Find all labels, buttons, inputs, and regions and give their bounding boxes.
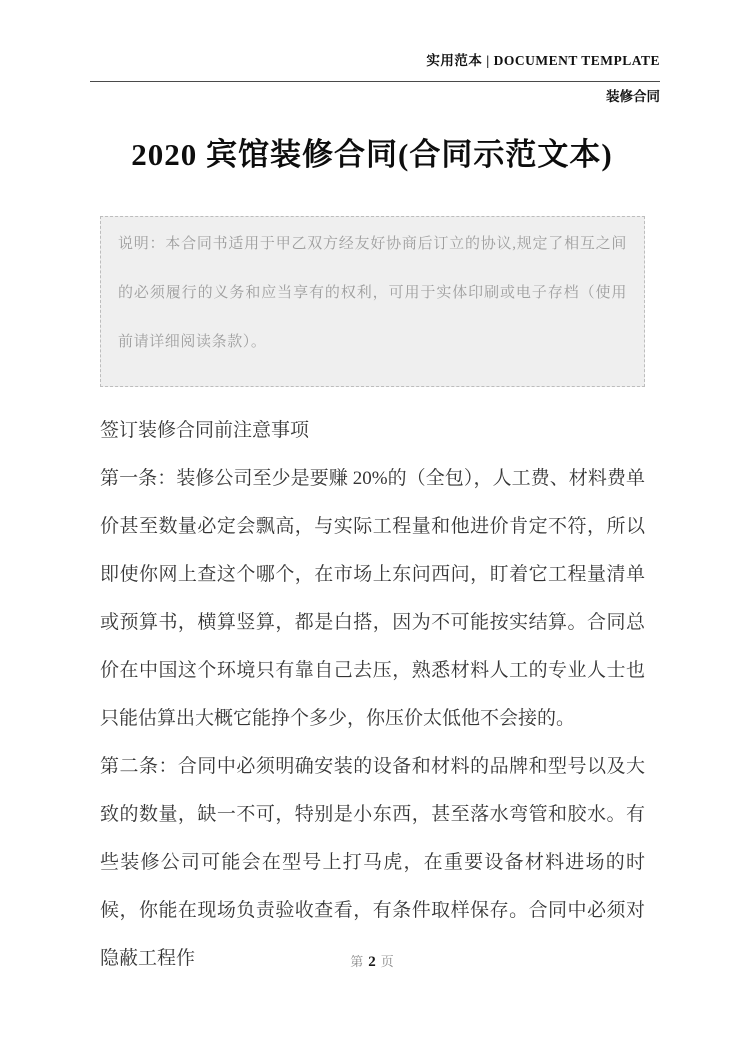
document-body: [100, 407, 645, 983]
footer-page-number: 2: [368, 954, 376, 970]
notice-text: 说明：本合同书适用于甲乙双方经友好协商后订立的协议,规定了相互之间的必须履行的义务和应当享有的权利，可用于实体印刷或电子存档（使用前请详细阅读条款）。: [118, 236, 627, 350]
body-paragraph-heading: 签订装修合同前注意事项: [100, 420, 310, 441]
body-paragraph-clause-1: 第一条：装修公司至少是要赚 20%的（全包），人工费、材料费单价甚至数量必定会飘高，与实际工程量和他进价肯定不符，所以即使你网上查这个哪个，在市场上东问西问，盯着它工程量清单或预算书，横算竖算，都是白搭，因为不可能按实结算。合同总价在中国这个环境只有靠自己去压，熟悉材料人工的专业人士也只能估算出大概它能挣个多少，你压价太低他不会接的。: [100, 468, 645, 729]
header-divider: [90, 81, 660, 82]
page-footer: [0, 952, 744, 972]
page-header: [90, 52, 660, 106]
header-brand-text: 实用范本 | DOCUMENT TEMPLATE: [426, 53, 660, 68]
footer-page-prefix: 第: [350, 954, 364, 969]
notice-box: [100, 216, 645, 387]
footer-page-suffix: 页: [380, 954, 394, 969]
body-paragraph-clause-2: 第二条：合同中必须明确安装的设备和材料的品牌和型号以及大致的数量，缺一不可，特别是小东西，甚至落水弯管和胶水。有些装修公司可能会在型号上打马虎，在重要设备材料进场的时候，你能在现场负责验收查看，有条件取样保存。合同中必须对隐蔽工程作: [100, 756, 645, 969]
document-title: 2020 宾馆装修合同(合同示范文本): [131, 137, 613, 172]
header-doc-type: 装修合同: [606, 89, 660, 104]
